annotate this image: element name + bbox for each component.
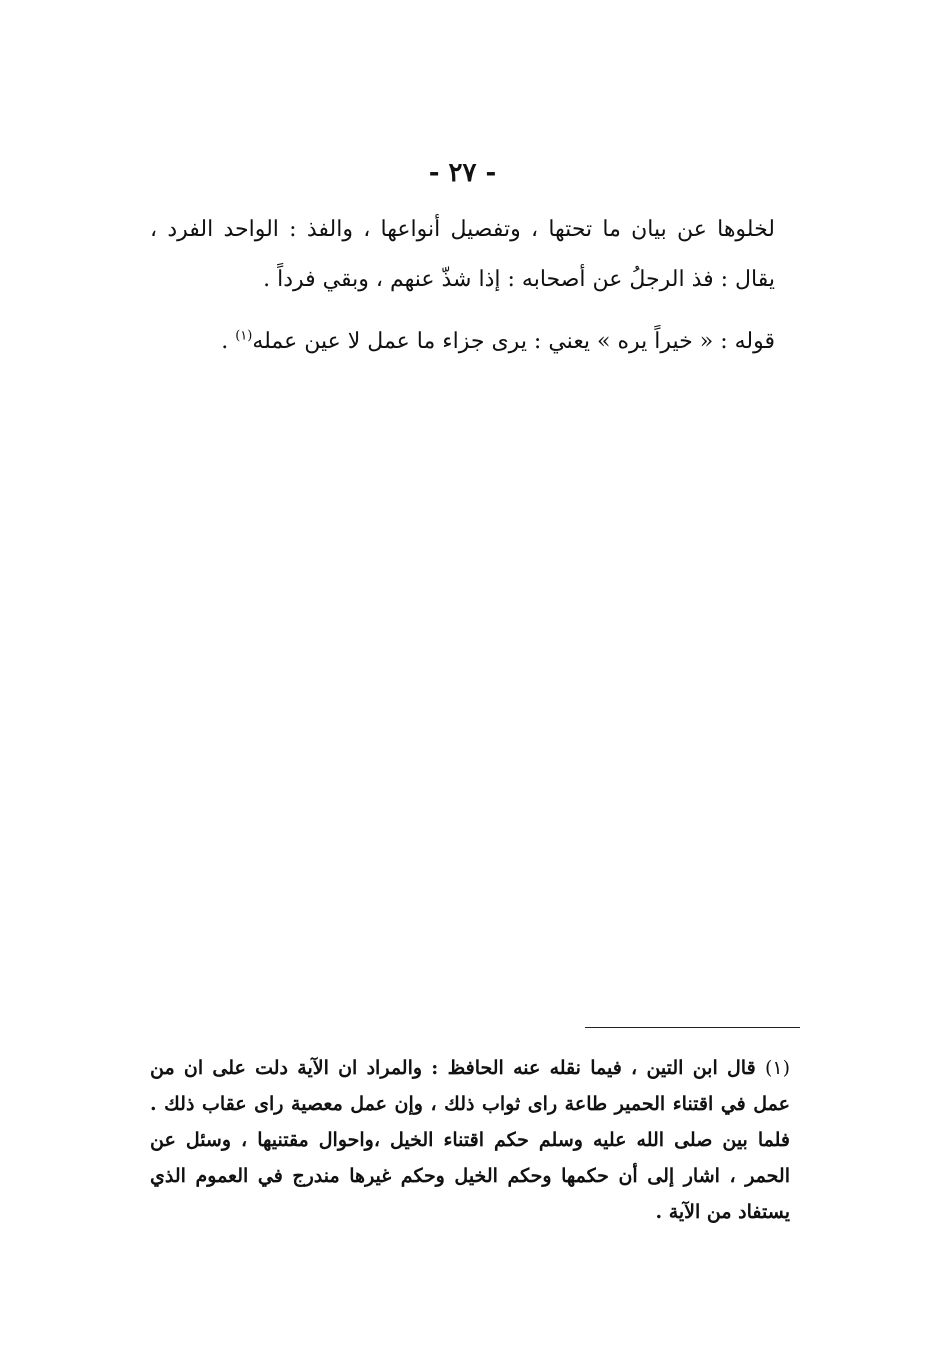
footnote-1 bbox=[150, 1050, 790, 1230]
footnote-marker: (١) bbox=[764, 1057, 790, 1079]
paragraph-2-end: . bbox=[221, 329, 236, 354]
footnote-reference: (١) bbox=[235, 328, 253, 344]
footnote-text: قال ابن التين ، فيما نقله عنه الحافظ : والمراد ان الآية دلت على ان من عمل في اقتناء الحمير طاعة راى ثواب ذلك ، وإن عمل معصية راى عقاب ذلك . فلما بين صلى الله عليه وسلم حكم اقتناء الخيل ،واحوال مقتنيها ، وسئل عن الحمر ، اشار إلى أن حكمها وحكم الخيل وحكم غيرها مندرج في العموم الذي يستفاد من الآية . bbox=[150, 1057, 790, 1223]
paragraph-2-text: قوله : « خيراً يره » يعني : يرى جزاء ما عمل لا عين عمله bbox=[252, 329, 775, 354]
main-text bbox=[150, 205, 775, 367]
footnote-divider bbox=[585, 1027, 800, 1028]
paragraph-2 bbox=[150, 317, 775, 367]
page-number: - ٢٧ - bbox=[428, 158, 497, 188]
footnotes bbox=[150, 1050, 790, 1230]
paragraph-1: لخلوها عن بيان ما تحتها ، وتفصيل أنواعها ، والفذ : الواحد الفرد ، يقال : فذ الرجلُ عن أصحابه : إذا شذّ عنهم ، وبقي فرداً . bbox=[150, 217, 775, 292]
